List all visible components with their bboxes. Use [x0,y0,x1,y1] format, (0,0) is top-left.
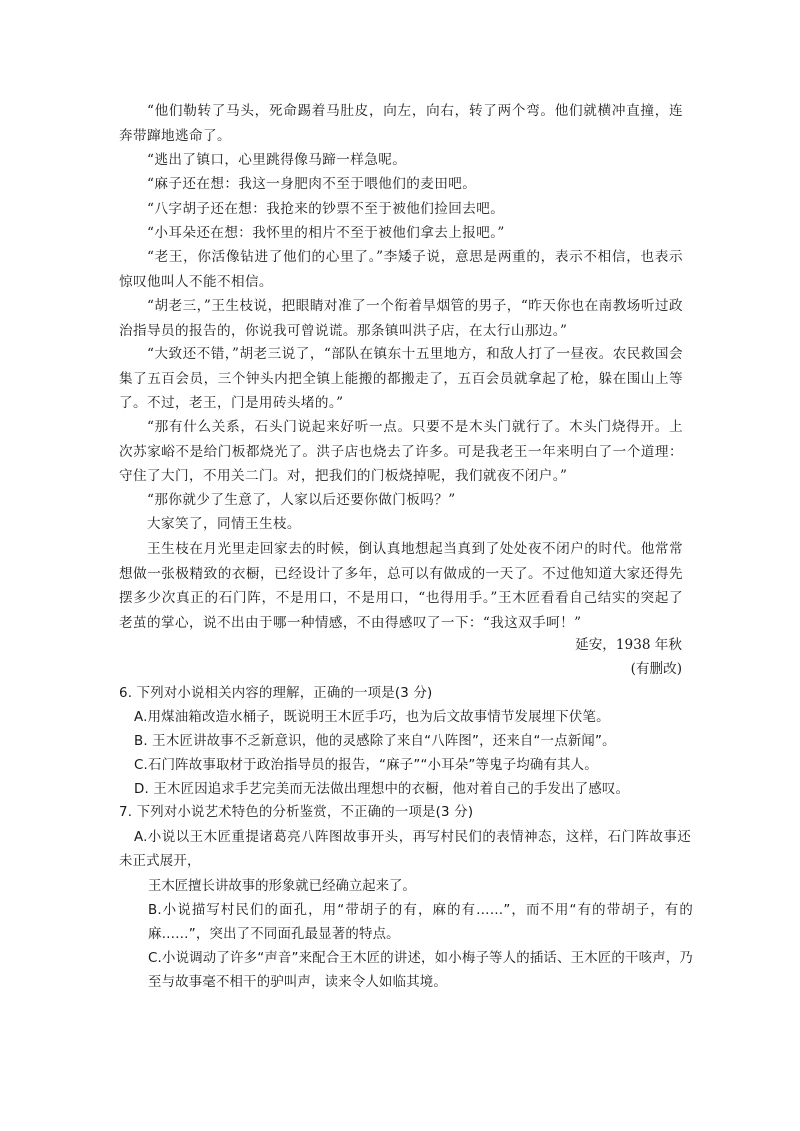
passage-paragraph: 大家笑了，同情王生枝。 [147,516,301,532]
question-7-option-b: B.小说描写村民们的面孔，用“带胡子的有，麻的有……”，而不用“有的带胡子，有的麻……”，突出了不同面孔最显著的特点。 [148,903,693,942]
passage-paragraph: 王生枝在月光里走回家去的时候，倒认真地想起当真到了处处夜不闭户的时代。他常常想做一张极精致的衣橱，已经设计了多年，总可以有做成的一天了。不过他知道大家还得先摆多少次真正的石门阵，不是用口，不是用口，“也得用手。”王木匠看看自己结实的突起了老茧的掌心，说不出由于哪一种情感，不由得感叹了一下：“我这双手呵！” [119,541,683,631]
question-6-option-c: C.石门阵故事取材于政治指导员的报告，“麻子”“小耳朵”等鬼子均确有其人。 [134,758,598,773]
question-7-option-a: A.小说以王木匠重提诸葛亮八阵图故事开头，再写村民们的表情神态，这样，石门阵故事还未正式展开， [119,830,691,869]
question-6-option-d: D. 王木匠因追求手艺完美而无法做出理想中的衣橱，他对着自己的手发出了感叹。 [134,782,630,797]
passage-paragraph: “大致还不错，”胡老三说了，“部队在镇东十五里地方，和敌人打了一昼夜。农民救国会集了五百会员，三个钟头内把全镇上能搬的都搬走了，五百会员就拿起了枪，躲在围山上等了。不过，老王，门是用砖头堵的。” [119,346,683,412]
passage-paragraph: “老王，你活像钻进了他们的心里了。”李矮子说，意思是两重的，表示不相信，也表示惊叹他叫人不能不相信。 [119,249,683,290]
question-6-option-a: A.用煤油箱改造水桶子，既说明王木匠手巧，也为后文故事情节发展埋下伏笔。 [134,710,610,725]
question-7-option-a-continued: 王木匠擅长讲故事的形象就已经确立起来了。 [148,879,416,894]
passage-paragraph: “那有什么关系，石头门说起来好听一点。只要不是木头门就行了。木头门烧得开。上次苏家峪不是给门板都烧光了。洪子店也烧去了许多。可是我老王一年来明白了一个道理：守住了大门，不用关二门。对，把我们的门板烧掉呢，我们就夜不闭户。” [119,419,683,485]
question-6-option-b: B. 王木匠讲故事不乏新意识，他的灵感除了来自“八阵图”，还来自“一点新闻”。 [134,734,616,749]
question-7-stem: 7. 下列对小说艺术特色的分析鉴赏，不正确的一项是(3 分) [119,805,474,820]
passage-paragraph: “八字胡子还在想：我抢来的钞票不至于被他们捡回去吧。 [147,201,505,217]
passage-paragraph: “那你就少了生意了，人家以后还要你做门板吗？” [147,492,456,508]
passage-paragraph: “胡老三，”王生枝说，把眼睛对准了一个衔着旱烟管的男子，“昨天你也在南教场听过政治指导员的报告的，你说我可曾说谎。那条镇叫洪子店，在太行山那边。” [119,298,683,339]
passage-paragraph: “小耳朵还在想：我怀里的相片不至于被他们拿去上报吧。” [147,225,505,241]
passage-paragraph: “他们勒转了马头，死命踢着马肚皮，向左，向右，转了两个弯。他们就横冲直撞，连奔带蹿地逃命了。 [119,103,683,144]
question-6-stem: 6. 下列对小说相关内容的理解，正确的一项是(3 分) [119,686,433,701]
passage-paragraph: “逃出了镇口，心里跳得像马蹄一样急呢。 [147,152,407,168]
passage-paragraph: “麻子还在想：我这一身肥肉不至于喂他们的麦田吧。 [147,176,477,192]
question-7-option-c: C.小说调动了许多“声音”来配合王木匠的讲述，如小梅子等人的插话、王木匠的干咳声，乃至与故事毫不相干的驴叫声，读来令人如临其境。 [148,951,693,990]
source-place-date: 延安，1938 年秋 [575,637,682,653]
source-note: (有删改) [630,661,682,677]
